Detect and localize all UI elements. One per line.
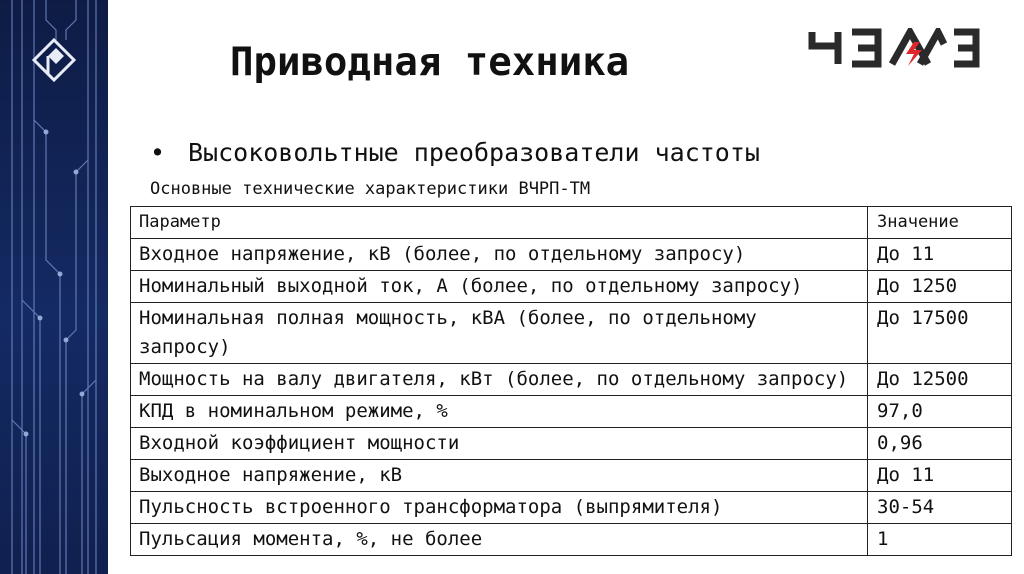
table-row <box>131 271 1012 303</box>
spec-table <box>130 206 1012 556</box>
table-row <box>131 460 1012 492</box>
header-value: Значение <box>868 207 1012 239</box>
row-parameter: Входное напряжение, кВ (более, по отдельному запросу) <box>131 239 868 271</box>
row-parameter: Номинальный выходной ток, А (более, по отдельному запросу) <box>131 271 868 303</box>
row-value: 1 <box>868 524 1012 556</box>
row-value: 0,96 <box>868 428 1012 460</box>
row-parameter: Входной коэффициент мощности <box>131 428 868 460</box>
table-row <box>131 524 1012 556</box>
row-value: До 11 <box>868 239 1012 271</box>
sidebar-decoration <box>0 0 108 574</box>
table-row <box>131 396 1012 428</box>
bullet-heading <box>150 138 760 167</box>
row-value: До 1250 <box>868 271 1012 303</box>
company-logo <box>808 28 980 68</box>
row-value: 97,0 <box>868 396 1012 428</box>
table-caption: Основные технические характеристики ВЧРП-ТМ <box>150 179 591 199</box>
bullet-marker: • <box>150 138 166 167</box>
table-row <box>131 239 1012 271</box>
page-title: Приводная техника <box>230 40 630 85</box>
row-value: До 17500 <box>868 303 1012 364</box>
table-row <box>131 428 1012 460</box>
row-parameter: Пульсация момента, %, не более <box>131 524 868 556</box>
row-value: 30-54 <box>868 492 1012 524</box>
row-parameter: Мощность на валу двигателя, кВт (более, по отдельному запросу) <box>131 364 868 396</box>
row-parameter: Пульсность встроенного трансформатора (выпрямителя) <box>131 492 868 524</box>
table-row <box>131 364 1012 396</box>
row-parameter: КПД в номинальном режиме, % <box>131 396 868 428</box>
table-row <box>131 492 1012 524</box>
table-row <box>131 303 1012 364</box>
table-header-row <box>131 207 1012 239</box>
row-value: До 12500 <box>868 364 1012 396</box>
row-value: До 11 <box>868 460 1012 492</box>
bullet-text: Высоковольтные преобразователи частоты <box>188 138 760 167</box>
row-parameter: Выходное напряжение, кВ <box>131 460 868 492</box>
circuit-pattern-icon <box>0 0 108 574</box>
header-parameter: Параметр <box>131 207 868 239</box>
row-parameter: Номинальная полная мощность, кВА (более, по отдельному запросу) <box>131 303 868 364</box>
